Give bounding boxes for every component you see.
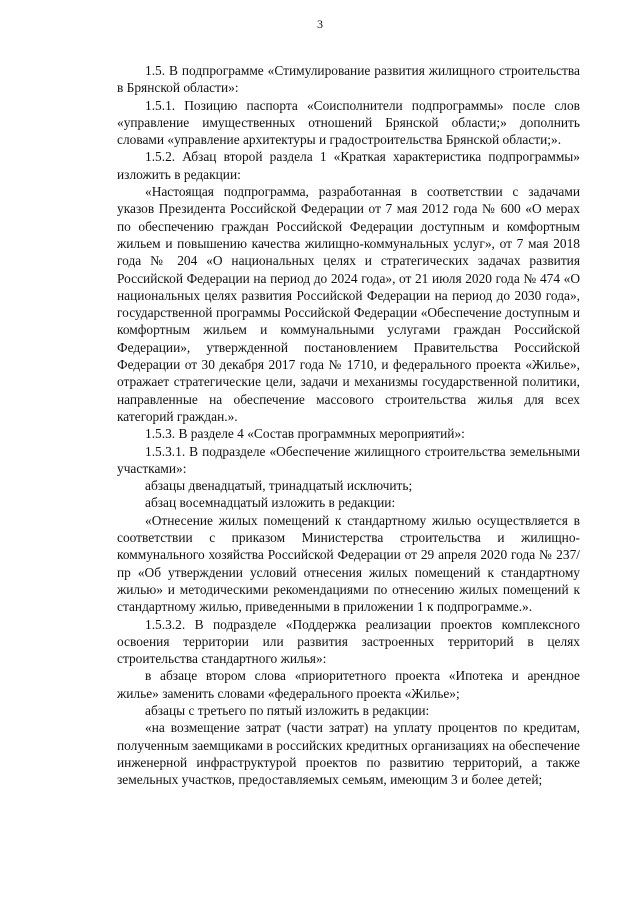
paragraph-quote-standard-housing: «Отнесение жилых помещений к стандартному жилью осуществляется в соответствии с приказом Министерства строительства и жилищно-коммунального хозяйства Российской Федерации от 29 апреля 2020 года № 237/пр «Об утверждении условий отнесения жилых помещений к стандартному жилью» и методическими рекомендациями по отнесению жилых помещений к стандартному жилью, приведенными в приложении 1 к подпрограмме.». (117, 512, 580, 615)
paragraph-second-abzac: в абзаце втором слова «приоритетного проекта «Ипотека и арендное жилье» заменить словами «федерального проекта «Жилье»; (117, 668, 580, 701)
paragraph-1-5-1: 1.5.1. Позицию паспорта «Соисполнители подпрограммы» после слов «управление имущественных отношений Брянской области;» дополнить словами «управление архитектуры и градостроительства Брянской области;». (117, 97, 580, 148)
paragraph-1-5-3-2: 1.5.3.2. В подразделе «Поддержка реализации проектов комплексного освоения территории или развития застроенных территорий в целях строительства стандартного жилья»: (117, 616, 580, 667)
paragraph-eighteenth: абзац восемнадцатый изложить в редакции: (145, 495, 396, 511)
paragraph-quote-subprogram: «Настоящая подпрограмма, разработанная в соответствии с задачами указов Президента Российской Федерации от 7 мая 2012 года № 600 «О мерах по обеспечению граждан Российской Федерации доступным и комфортным жильем и повышению качества жилищно-коммунальных услуг», от 7 мая 2018 года № 204 «О национальных целях и стратегических задачах развития Российской Федерации на период до 2024 года», от 21 июля 2020 года № 474 «О национальных целях развития Российской Федерации на период до 2030 года», государственной программы Российской Федерации «Обеспечение доступным и комфортным жильем и коммунальными услугами граждан Российской Федерации», утвержденной постановлением Правительства Российской Федерации от 30 декабря 2017 года № 1710, и федерального проекта «Жилье», отражает стратегические цели, задачи и механизмы государственной политики, направленные на обеспечение массового строительства жилья для всех категорий граждан.». (117, 184, 580, 424)
paragraph-exclude: абзацы двенадцатый, тринадцатый исключить; (145, 478, 413, 494)
paragraph-quote-compensation: «на возмещение затрат (части затрат) на уплату процентов по кредитам, полученным заемщиками в российских кредитных организациях на обеспечение инженерной инфраструктурой проектов по развитию территорий, а также земельных участков, предоставляемых семьям, имеющим 3 и более детей; (117, 720, 580, 788)
paragraph-third-to-fifth: абзацы с третьего по пятый изложить в редакции: (145, 702, 430, 718)
paragraph-1-5: 1.5. В подпрограмме «Стимулирование развития жилищного строительства в Брянской области»: (117, 63, 580, 96)
paragraph-1-5-3-1: 1.5.3.1. В подразделе «Обеспечение жилищного строительства земельными участками»: (117, 443, 580, 476)
page-number: 3 (317, 17, 323, 31)
paragraph-1-5-2: 1.5.2. Абзац второй раздела 1 «Краткая характеристика подпрограммы» изложить в редакции: (117, 149, 580, 182)
document-body (117, 62, 580, 788)
paragraph-1-5-3: 1.5.3. В разделе 4 «Состав программных мероприятий»: (145, 426, 465, 442)
